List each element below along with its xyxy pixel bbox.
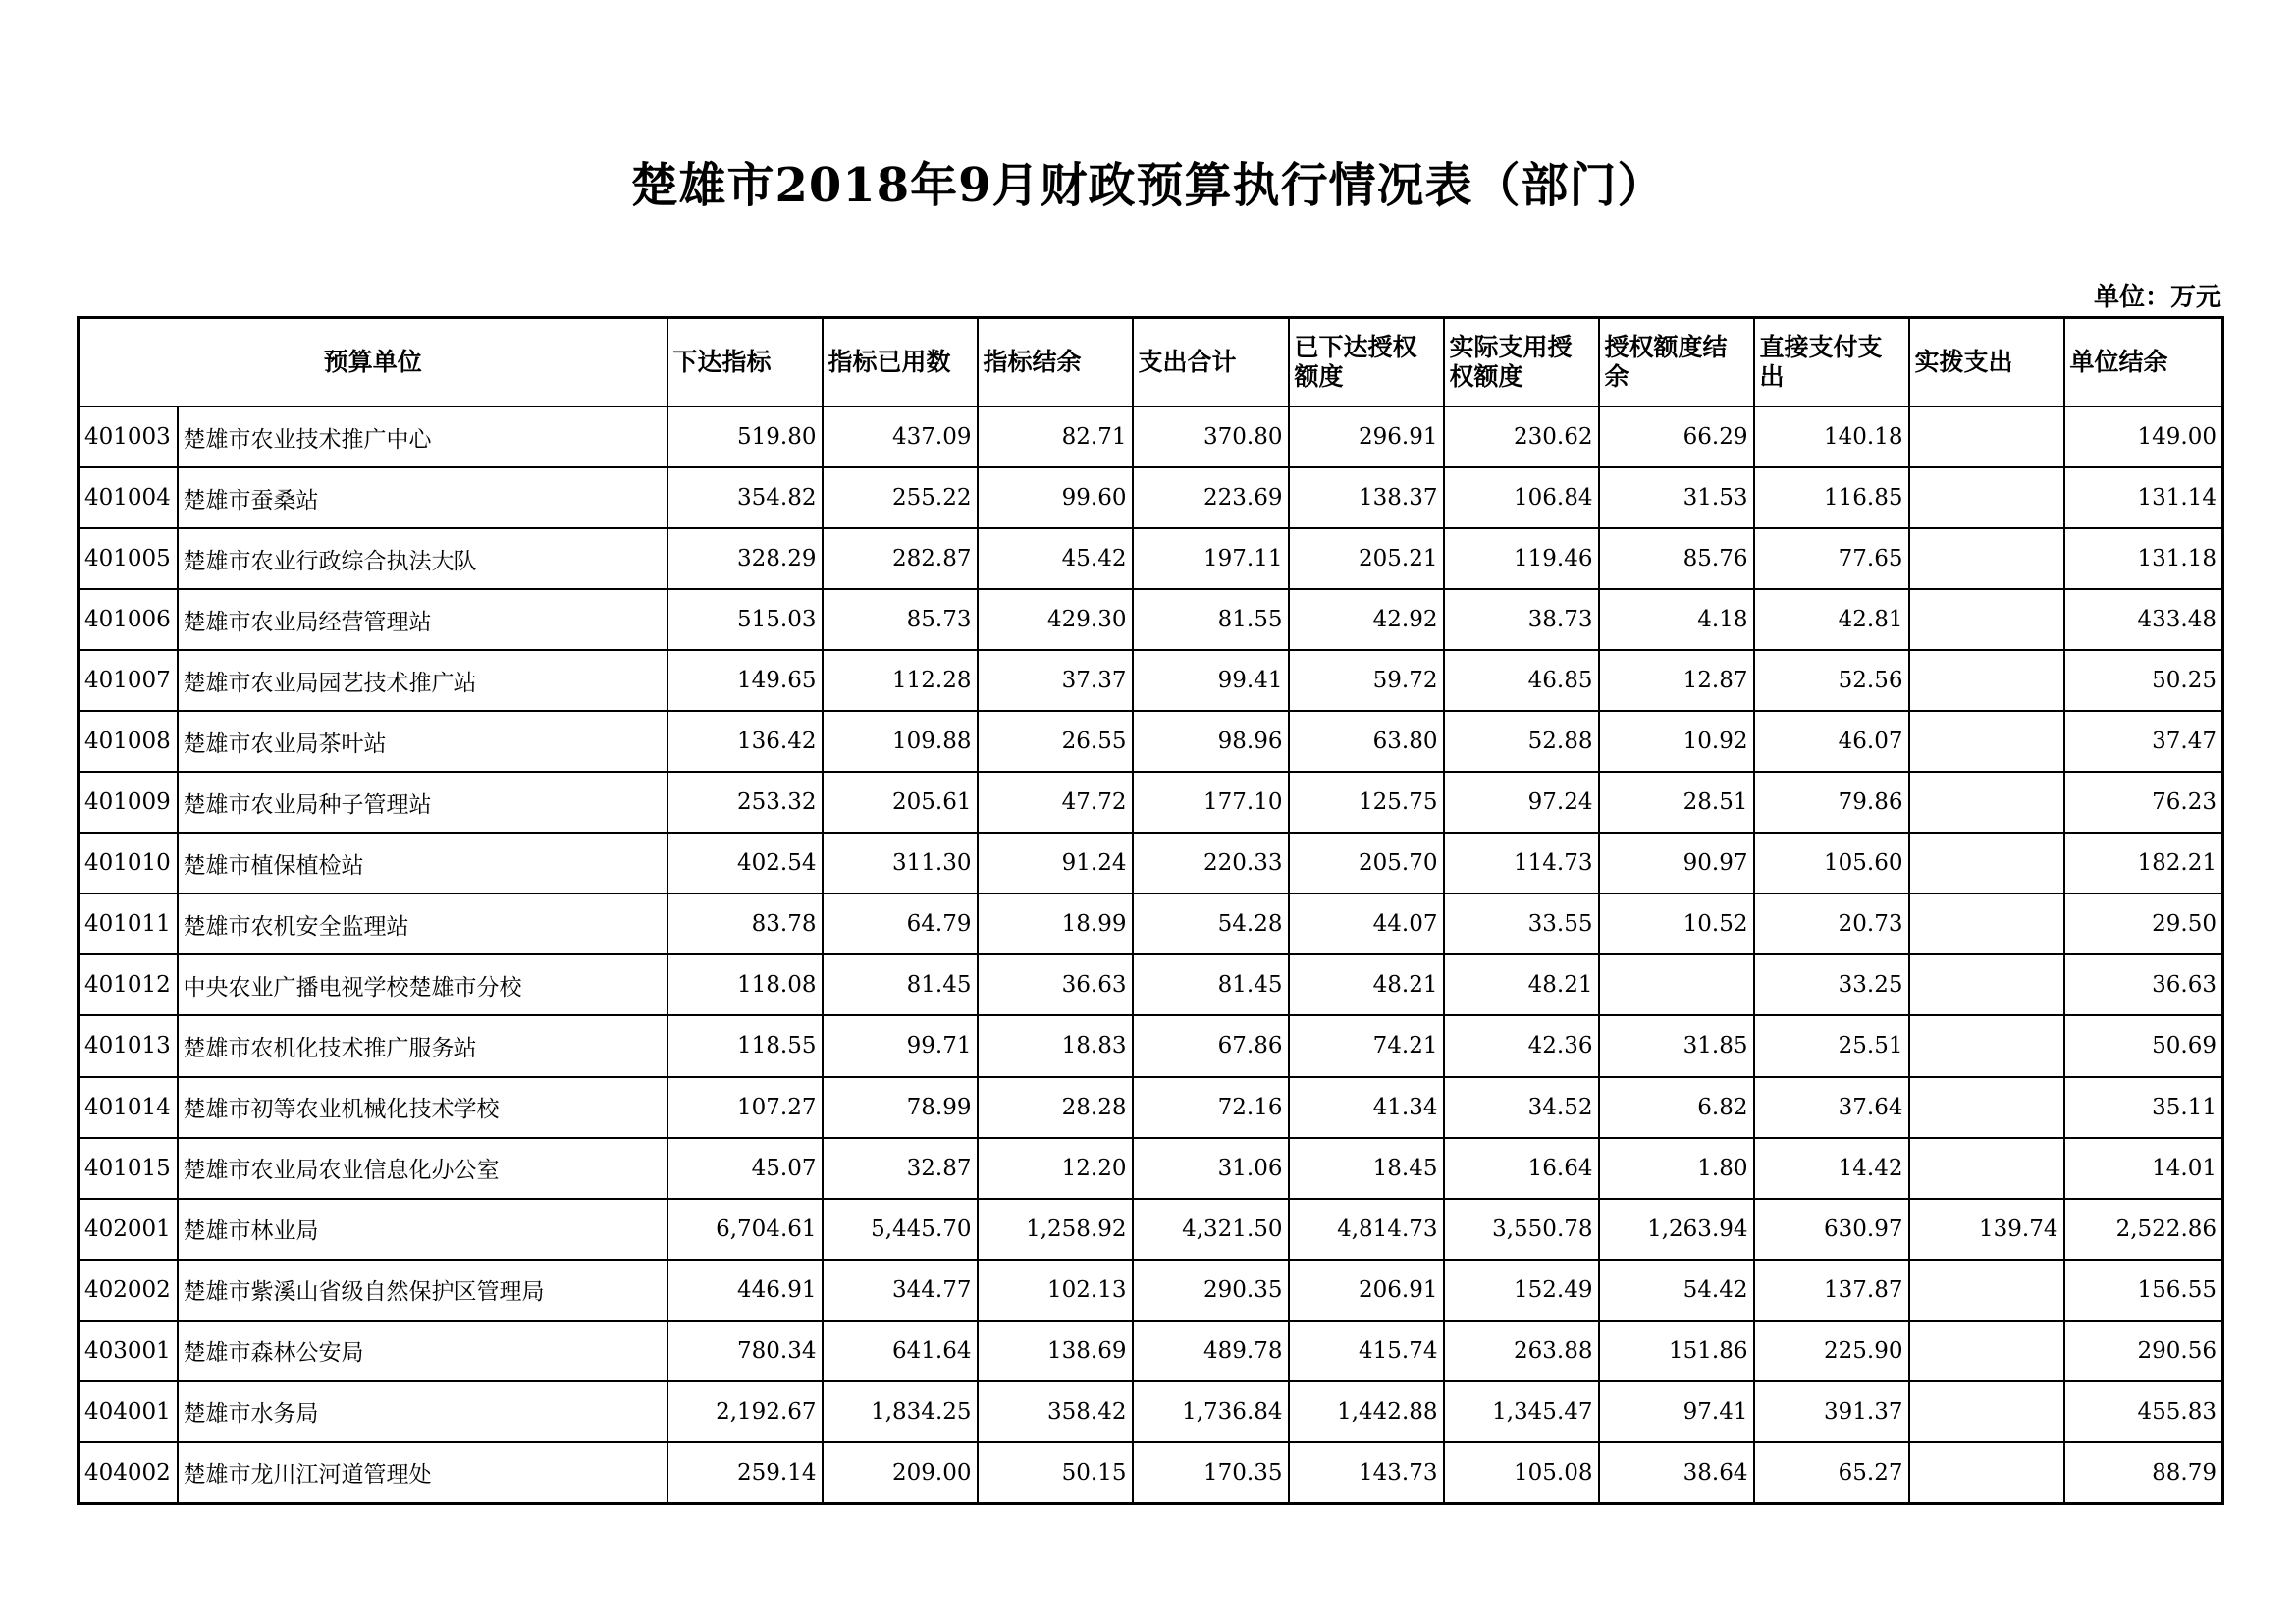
cell-issued-authorization: 42.92: [1289, 589, 1444, 650]
cell-actual-authorization-used: 38.73: [1444, 589, 1599, 650]
cell-unit-name: 楚雄市水务局: [178, 1381, 667, 1442]
header-budget-unit: 预算单位: [79, 318, 667, 407]
cell-direct-payment: 225.90: [1754, 1321, 1909, 1381]
cell-authorization-balance: 38.64: [1599, 1442, 1754, 1504]
cell-actual-authorization-used: 230.62: [1444, 406, 1599, 467]
unit-label: 单位：万元: [2093, 283, 2221, 312]
table-row: [79, 589, 2223, 650]
cell-direct-payment: 42.81: [1754, 589, 1909, 650]
cell-direct-payment: 14.42: [1754, 1138, 1909, 1199]
cell-direct-payment: 630.97: [1754, 1199, 1909, 1260]
cell-issued-quota: 149.65: [667, 650, 823, 711]
cell-issued-quota: 253.32: [667, 772, 823, 833]
cell-quota-used: 78.99: [823, 1077, 978, 1138]
table-row: [79, 772, 2223, 833]
cell-quota-balance: 99.60: [978, 467, 1133, 528]
cell-authorization-balance: 28.51: [1599, 772, 1754, 833]
cell-actual-allocation: [1909, 1077, 2064, 1138]
cell-total-expenditure: 99.41: [1133, 650, 1289, 711]
cell-quota-used: 437.09: [823, 406, 978, 467]
cell-authorization-balance: [1599, 954, 1754, 1015]
cell-issued-quota: 6,704.61: [667, 1199, 823, 1260]
cell-authorization-balance: 4.18: [1599, 589, 1754, 650]
cell-issued-quota: 328.29: [667, 528, 823, 589]
cell-unit-balance: 156.55: [2064, 1260, 2223, 1321]
cell-quota-used: 99.71: [823, 1015, 978, 1076]
cell-unit-balance: 149.00: [2064, 406, 2223, 467]
cell-issued-authorization: 125.75: [1289, 772, 1444, 833]
cell-authorization-balance: 90.97: [1599, 833, 1754, 893]
cell-unit-name: 楚雄市初等农业机械化技术学校: [178, 1077, 667, 1138]
header-quota-balance: 指标结余: [978, 318, 1133, 407]
cell-unit-name: 楚雄市紫溪山省级自然保护区管理局: [178, 1260, 667, 1321]
cell-issued-quota: 780.34: [667, 1321, 823, 1381]
cell-authorization-balance: 10.52: [1599, 893, 1754, 954]
table-row: [79, 406, 2223, 467]
cell-actual-allocation: [1909, 954, 2064, 1015]
cell-unit-balance: 50.25: [2064, 650, 2223, 711]
cell-quota-balance: 102.13: [978, 1260, 1133, 1321]
table-row: [79, 1260, 2223, 1321]
table-row: [79, 893, 2223, 954]
cell-issued-authorization: 205.21: [1289, 528, 1444, 589]
cell-authorization-balance: 1,263.94: [1599, 1199, 1754, 1260]
cell-unit-balance: 131.18: [2064, 528, 2223, 589]
cell-total-expenditure: 81.55: [1133, 589, 1289, 650]
cell-actual-authorization-used: 263.88: [1444, 1321, 1599, 1381]
cell-unit-balance: 35.11: [2064, 1077, 2223, 1138]
cell-code: 401011: [79, 893, 178, 954]
cell-issued-authorization: 143.73: [1289, 1442, 1444, 1504]
cell-total-expenditure: 1,736.84: [1133, 1381, 1289, 1442]
header-issued-authorization: 已下达授权额度: [1289, 318, 1444, 407]
cell-actual-authorization-used: 52.88: [1444, 711, 1599, 772]
cell-issued-authorization: 205.70: [1289, 833, 1444, 893]
cell-code: 401003: [79, 406, 178, 467]
cell-unit-balance: 37.47: [2064, 711, 2223, 772]
cell-actual-authorization-used: 152.49: [1444, 1260, 1599, 1321]
cell-unit-balance: 76.23: [2064, 772, 2223, 833]
cell-quota-used: 64.79: [823, 893, 978, 954]
header-row: [79, 318, 2223, 407]
table-row: [79, 954, 2223, 1015]
cell-quota-balance: 91.24: [978, 833, 1133, 893]
cell-issued-authorization: 296.91: [1289, 406, 1444, 467]
cell-quota-balance: 18.99: [978, 893, 1133, 954]
cell-actual-allocation: [1909, 833, 2064, 893]
cell-quota-used: 85.73: [823, 589, 978, 650]
cell-code: 401004: [79, 467, 178, 528]
cell-direct-payment: 25.51: [1754, 1015, 1909, 1076]
table-row: [79, 528, 2223, 589]
cell-actual-allocation: [1909, 1260, 2064, 1321]
table-row: [79, 467, 2223, 528]
cell-actual-allocation: [1909, 1015, 2064, 1076]
cell-unit-balance: 131.14: [2064, 467, 2223, 528]
cell-issued-authorization: 138.37: [1289, 467, 1444, 528]
cell-actual-allocation: [1909, 467, 2064, 528]
cell-issued-quota: 259.14: [667, 1442, 823, 1504]
cell-code: 401007: [79, 650, 178, 711]
cell-issued-quota: 446.91: [667, 1260, 823, 1321]
cell-actual-allocation: 139.74: [1909, 1199, 2064, 1260]
cell-direct-payment: 77.65: [1754, 528, 1909, 589]
cell-actual-authorization-used: 3,550.78: [1444, 1199, 1599, 1260]
cell-unit-name: 楚雄市农业行政综合执法大队: [178, 528, 667, 589]
cell-authorization-balance: 85.76: [1599, 528, 1754, 589]
table-row: [79, 1138, 2223, 1199]
cell-code: 401005: [79, 528, 178, 589]
cell-issued-quota: 2,192.67: [667, 1381, 823, 1442]
cell-unit-name: 楚雄市森林公安局: [178, 1321, 667, 1381]
table-row: [79, 1199, 2223, 1260]
cell-direct-payment: 20.73: [1754, 893, 1909, 954]
cell-total-expenditure: 31.06: [1133, 1138, 1289, 1199]
cell-issued-quota: 118.08: [667, 954, 823, 1015]
cell-direct-payment: 52.56: [1754, 650, 1909, 711]
cell-quota-balance: 50.15: [978, 1442, 1133, 1504]
cell-actual-allocation: [1909, 893, 2064, 954]
cell-quota-used: 209.00: [823, 1442, 978, 1504]
cell-actual-authorization-used: 106.84: [1444, 467, 1599, 528]
cell-unit-name: 楚雄市农机化技术推广服务站: [178, 1015, 667, 1076]
cell-unit-name: 楚雄市农业局园艺技术推广站: [178, 650, 667, 711]
cell-total-expenditure: 4,321.50: [1133, 1199, 1289, 1260]
cell-quota-used: 255.22: [823, 467, 978, 528]
cell-direct-payment: 46.07: [1754, 711, 1909, 772]
cell-issued-quota: 45.07: [667, 1138, 823, 1199]
cell-direct-payment: 105.60: [1754, 833, 1909, 893]
table-row: [79, 650, 2223, 711]
cell-code: 401013: [79, 1015, 178, 1076]
cell-actual-authorization-used: 114.73: [1444, 833, 1599, 893]
cell-authorization-balance: 151.86: [1599, 1321, 1754, 1381]
cell-issued-authorization: 48.21: [1289, 954, 1444, 1015]
cell-issued-quota: 136.42: [667, 711, 823, 772]
cell-code: 401006: [79, 589, 178, 650]
header-unit-balance: 单位结余: [2064, 318, 2223, 407]
table-row: [79, 1015, 2223, 1076]
cell-actual-authorization-used: 46.85: [1444, 650, 1599, 711]
cell-actual-authorization-used: 42.36: [1444, 1015, 1599, 1076]
table-row: [79, 1381, 2223, 1442]
cell-unit-name: 楚雄市农业局经营管理站: [178, 589, 667, 650]
cell-actual-allocation: [1909, 589, 2064, 650]
header-quota-used: 指标已用数: [823, 318, 978, 407]
cell-direct-payment: 116.85: [1754, 467, 1909, 528]
cell-quota-used: 282.87: [823, 528, 978, 589]
cell-issued-authorization: 44.07: [1289, 893, 1444, 954]
cell-issued-authorization: 1,442.88: [1289, 1381, 1444, 1442]
cell-authorization-balance: 10.92: [1599, 711, 1754, 772]
cell-quota-used: 344.77: [823, 1260, 978, 1321]
cell-issued-authorization: 4,814.73: [1289, 1199, 1444, 1260]
cell-issued-quota: 402.54: [667, 833, 823, 893]
cell-actual-authorization-used: 34.52: [1444, 1077, 1599, 1138]
cell-actual-authorization-used: 119.46: [1444, 528, 1599, 589]
cell-total-expenditure: 220.33: [1133, 833, 1289, 893]
cell-unit-name: 楚雄市农业局农业信息化办公室: [178, 1138, 667, 1199]
cell-code: 401015: [79, 1138, 178, 1199]
cell-code: 402001: [79, 1199, 178, 1260]
cell-unit-name: 楚雄市农业技术推广中心: [178, 406, 667, 467]
cell-unit-balance: 455.83: [2064, 1381, 2223, 1442]
cell-actual-authorization-used: 97.24: [1444, 772, 1599, 833]
cell-code: 403001: [79, 1321, 178, 1381]
cell-actual-allocation: [1909, 1381, 2064, 1442]
cell-code: 401014: [79, 1077, 178, 1138]
cell-direct-payment: 79.86: [1754, 772, 1909, 833]
cell-total-expenditure: 170.35: [1133, 1442, 1289, 1504]
cell-code: 401012: [79, 954, 178, 1015]
page-title: 楚雄市2018年9月财政预算执行情况表（部门）: [630, 158, 1666, 213]
cell-code: 401009: [79, 772, 178, 833]
cell-authorization-balance: 12.87: [1599, 650, 1754, 711]
cell-issued-authorization: 206.91: [1289, 1260, 1444, 1321]
cell-total-expenditure: 54.28: [1133, 893, 1289, 954]
cell-unit-name: 楚雄市龙川江河道管理处: [178, 1442, 667, 1504]
cell-issued-authorization: 74.21: [1289, 1015, 1444, 1076]
cell-total-expenditure: 489.78: [1133, 1321, 1289, 1381]
cell-unit-name: 楚雄市农业局种子管理站: [178, 772, 667, 833]
cell-authorization-balance: 6.82: [1599, 1077, 1754, 1138]
cell-direct-payment: 33.25: [1754, 954, 1909, 1015]
cell-actual-allocation: [1909, 406, 2064, 467]
cell-code: 401010: [79, 833, 178, 893]
cell-actual-allocation: [1909, 528, 2064, 589]
cell-quota-balance: 36.63: [978, 954, 1133, 1015]
cell-quota-balance: 358.42: [978, 1381, 1133, 1442]
cell-actual-authorization-used: 48.21: [1444, 954, 1599, 1015]
cell-direct-payment: 65.27: [1754, 1442, 1909, 1504]
cell-quota-used: 311.30: [823, 833, 978, 893]
cell-actual-allocation: [1909, 650, 2064, 711]
cell-actual-authorization-used: 105.08: [1444, 1442, 1599, 1504]
cell-quota-balance: 82.71: [978, 406, 1133, 467]
header-total-expenditure: 支出合计: [1133, 318, 1289, 407]
cell-unit-balance: 36.63: [2064, 954, 2223, 1015]
cell-code: 402002: [79, 1260, 178, 1321]
cell-quota-used: 5,445.70: [823, 1199, 978, 1260]
cell-unit-name: 楚雄市农机安全监理站: [178, 893, 667, 954]
cell-quota-balance: 138.69: [978, 1321, 1133, 1381]
cell-code: 401008: [79, 711, 178, 772]
cell-quota-used: 641.64: [823, 1321, 978, 1381]
table-row: [79, 833, 2223, 893]
cell-unit-balance: 88.79: [2064, 1442, 2223, 1504]
cell-issued-quota: 354.82: [667, 467, 823, 528]
cell-authorization-balance: 31.53: [1599, 467, 1754, 528]
header-authorization-balance: 授权额度结余: [1599, 318, 1754, 407]
cell-code: 404002: [79, 1442, 178, 1504]
cell-code: 404001: [79, 1381, 178, 1442]
cell-unit-balance: 290.56: [2064, 1321, 2223, 1381]
cell-total-expenditure: 370.80: [1133, 406, 1289, 467]
cell-total-expenditure: 223.69: [1133, 467, 1289, 528]
table-row: [79, 711, 2223, 772]
cell-quota-used: 205.61: [823, 772, 978, 833]
cell-actual-allocation: [1909, 772, 2064, 833]
cell-quota-balance: 12.20: [978, 1138, 1133, 1199]
cell-direct-payment: 137.87: [1754, 1260, 1909, 1321]
cell-quota-used: 109.88: [823, 711, 978, 772]
cell-issued-quota: 515.03: [667, 589, 823, 650]
cell-authorization-balance: 54.42: [1599, 1260, 1754, 1321]
cell-issued-authorization: 41.34: [1289, 1077, 1444, 1138]
cell-actual-authorization-used: 1,345.47: [1444, 1381, 1599, 1442]
cell-issued-quota: 519.80: [667, 406, 823, 467]
table-row: [79, 1321, 2223, 1381]
cell-total-expenditure: 290.35: [1133, 1260, 1289, 1321]
cell-quota-balance: 47.72: [978, 772, 1133, 833]
cell-authorization-balance: 97.41: [1599, 1381, 1754, 1442]
cell-unit-balance: 182.21: [2064, 833, 2223, 893]
cell-quota-balance: 28.28: [978, 1077, 1133, 1138]
cell-unit-name: 中央农业广播电视学校楚雄市分校: [178, 954, 667, 1015]
cell-unit-balance: 14.01: [2064, 1138, 2223, 1199]
cell-total-expenditure: 98.96: [1133, 711, 1289, 772]
cell-issued-quota: 118.55: [667, 1015, 823, 1076]
cell-actual-allocation: [1909, 711, 2064, 772]
cell-actual-allocation: [1909, 1442, 2064, 1504]
cell-total-expenditure: 67.86: [1133, 1015, 1289, 1076]
cell-quota-used: 1,834.25: [823, 1381, 978, 1442]
cell-unit-name: 楚雄市农业局茶叶站: [178, 711, 667, 772]
cell-quota-used: 81.45: [823, 954, 978, 1015]
cell-quota-used: 112.28: [823, 650, 978, 711]
cell-actual-authorization-used: 33.55: [1444, 893, 1599, 954]
cell-unit-balance: 2,522.86: [2064, 1199, 2223, 1260]
budget-table: [77, 316, 2224, 1505]
cell-unit-name: 楚雄市林业局: [178, 1199, 667, 1260]
cell-direct-payment: 37.64: [1754, 1077, 1909, 1138]
cell-actual-allocation: [1909, 1138, 2064, 1199]
cell-total-expenditure: 81.45: [1133, 954, 1289, 1015]
cell-authorization-balance: 1.80: [1599, 1138, 1754, 1199]
cell-issued-quota: 83.78: [667, 893, 823, 954]
cell-total-expenditure: 197.11: [1133, 528, 1289, 589]
table-row: [79, 1077, 2223, 1138]
cell-unit-balance: 29.50: [2064, 893, 2223, 954]
cell-issued-authorization: 59.72: [1289, 650, 1444, 711]
header-issued-quota: 下达指标: [667, 318, 823, 407]
header-actual-authorization-used: 实际支用授权额度: [1444, 318, 1599, 407]
cell-total-expenditure: 72.16: [1133, 1077, 1289, 1138]
cell-actual-allocation: [1909, 1321, 2064, 1381]
cell-unit-balance: 433.48: [2064, 589, 2223, 650]
cell-unit-balance: 50.69: [2064, 1015, 2223, 1076]
table-row: [79, 1442, 2223, 1504]
cell-quota-balance: 429.30: [978, 589, 1133, 650]
cell-unit-name: 楚雄市蚕桑站: [178, 467, 667, 528]
cell-issued-quota: 107.27: [667, 1077, 823, 1138]
cell-issued-authorization: 415.74: [1289, 1321, 1444, 1381]
cell-unit-name: 楚雄市植保植检站: [178, 833, 667, 893]
cell-quota-balance: 45.42: [978, 528, 1133, 589]
cell-quota-balance: 26.55: [978, 711, 1133, 772]
cell-quota-balance: 1,258.92: [978, 1199, 1133, 1260]
cell-actual-authorization-used: 16.64: [1444, 1138, 1599, 1199]
header-direct-payment: 直接支付支出: [1754, 318, 1909, 407]
cell-issued-authorization: 18.45: [1289, 1138, 1444, 1199]
cell-quota-balance: 18.83: [978, 1015, 1133, 1076]
cell-issued-authorization: 63.80: [1289, 711, 1444, 772]
cell-quota-balance: 37.37: [978, 650, 1133, 711]
cell-total-expenditure: 177.10: [1133, 772, 1289, 833]
cell-direct-payment: 391.37: [1754, 1381, 1909, 1442]
cell-direct-payment: 140.18: [1754, 406, 1909, 467]
cell-quota-used: 32.87: [823, 1138, 978, 1199]
cell-authorization-balance: 66.29: [1599, 406, 1754, 467]
header-actual-allocation: 实拨支出: [1909, 318, 2064, 407]
cell-authorization-balance: 31.85: [1599, 1015, 1754, 1076]
